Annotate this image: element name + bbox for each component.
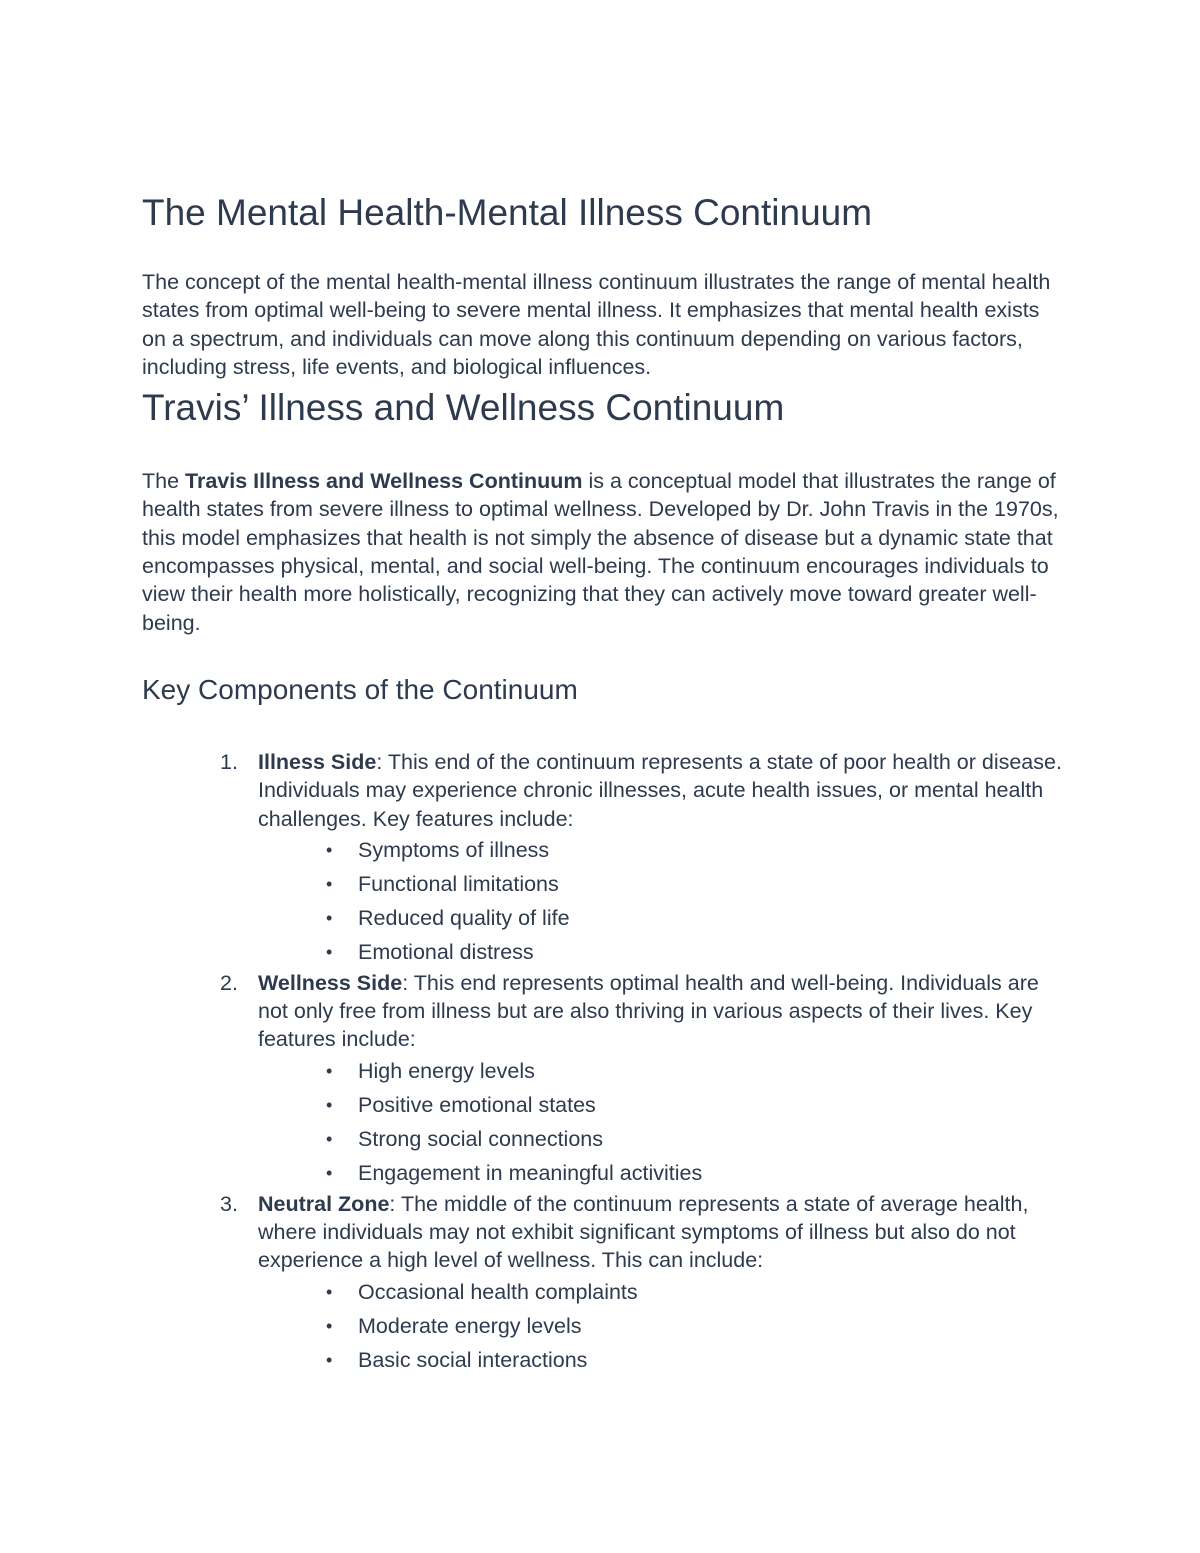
feature-item [258,1088,1062,1122]
feature-item [258,1309,1062,1343]
feature-item [258,901,1062,935]
bullet-icon: • [326,1060,333,1081]
component-item [142,969,1062,1190]
component-number: 3. [220,1191,238,1216]
bullet-icon: • [326,873,333,894]
component-item [142,748,1062,969]
bullet-icon: • [326,1128,333,1149]
component-lead: Wellness Side [258,970,403,995]
section-title: Travis’ Illness and Wellness Continuum [142,387,785,429]
component-text: : The middle of the continuum represents a state of average health, where individuals may not exhibit significant symptoms of illness but also do not experience a high level of wellness. This can include: [258,1191,1029,1273]
feature-text: Functional limitations [358,871,559,896]
feature-text: Emotional distress [358,939,534,964]
component-lead: Neutral Zone [258,1191,390,1216]
feature-item [258,1156,1062,1190]
feature-list [258,833,1062,969]
bullet-icon: • [326,907,333,928]
components-list [142,748,1062,1377]
travis-paragraph-bold: Travis Illness and Wellness Continuum [185,469,583,494]
component-text: : This end represents optimal health and well-being. Individuals are not only free from illness but are also thriving in various aspects of their lives. Key features include: [258,970,1039,1052]
feature-text: Moderate energy levels [358,1313,582,1338]
feature-text: Positive emotional states [358,1092,596,1117]
intro-paragraph: The concept of the mental health-mental illness continuum illustrates the range of mental health states from optimal well-being to severe mental illness. It emphasizes that mental health exists on a spectrum, and individuals can move along this continuum depending on various factors, including stress, life events, and biological influences. [142,270,1051,379]
travis-paragraph-suffix: is a conceptual model that illustrates the range of health states from severe illness to optimal wellness. Developed by Dr. John Travis in the 1970s, this model emphasizes that health is not simply the absence of disease but a dynamic state that encompasses physical, mental, and social well-being. The continuum encourages individuals to view their health more holistically, recognizing that they can actively move toward greater well-being. [142,469,1059,635]
subsection-title: Key Components of the Continuum [142,673,578,705]
travis-paragraph-prefix: The [142,469,186,494]
feature-text: Occasional health complaints [358,1279,638,1304]
bullet-icon: • [326,1349,333,1370]
bullet-icon: • [326,1094,333,1115]
feature-item [258,1343,1062,1377]
feature-item [258,867,1062,901]
bullet-icon: • [326,839,333,860]
feature-text: Symptoms of illness [358,837,550,862]
document-page [142,190,1062,1377]
feature-item [258,1122,1062,1156]
document-title: The Mental Health-Mental Illness Continuum [142,192,873,233]
feature-text: Strong social connections [358,1126,604,1151]
feature-item [258,1054,1062,1088]
bullet-icon: • [326,1315,333,1336]
feature-text: Reduced quality of life [358,905,570,930]
feature-list [258,1275,1062,1377]
component-item [142,1190,1062,1377]
feature-text: Basic social interactions [358,1347,588,1372]
bullet-icon: • [326,1281,333,1302]
component-number: 1. [220,749,238,774]
feature-item [258,1275,1062,1309]
feature-list [258,1054,1062,1190]
feature-text: High energy levels [358,1058,535,1083]
component-lead: Illness Side [258,749,377,774]
feature-item [258,833,1062,867]
feature-text: Engagement in meaningful activities [358,1160,703,1185]
bullet-icon: • [326,1162,333,1183]
travis-paragraph [142,467,1062,637]
feature-item [258,935,1062,969]
component-text: : This end of the continuum represents a state of poor health or disease. Individuals may experience chronic illnesses, acute health issues, or mental health challenges. Key features include: [258,749,1062,831]
bullet-icon: • [326,941,333,962]
component-number: 2. [220,970,238,995]
